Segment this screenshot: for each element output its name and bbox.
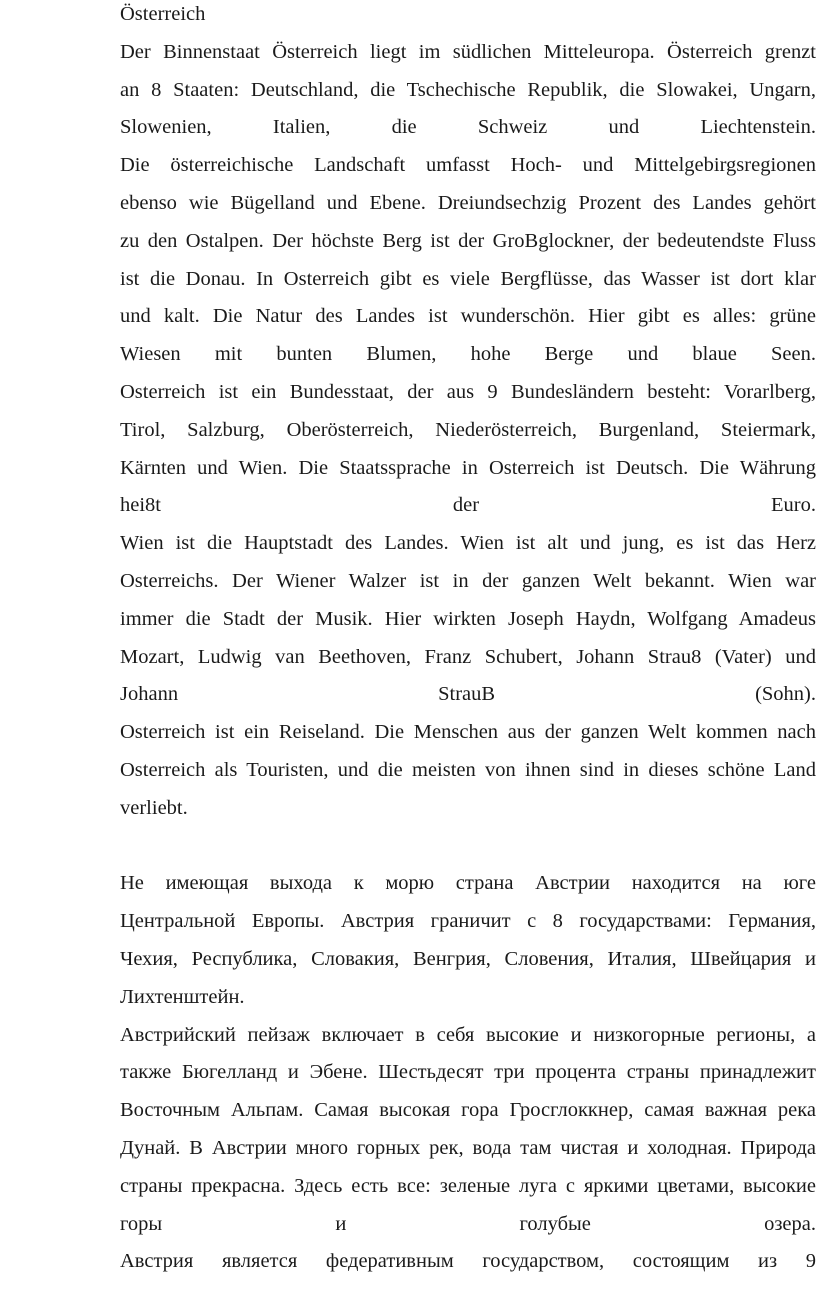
german-text-line: und kalt. Die Natur des Landes ist wunderschön. Hier gibt es alles: grüne xyxy=(120,305,816,328)
russian-text-line: Дунай. В Австрии много горных рек, вода там чистая и холодная. Природа xyxy=(120,1136,816,1159)
german-text-block xyxy=(120,34,816,828)
german-text-line: verliebt. xyxy=(120,796,188,819)
german-text-line: Johann StrauB (Sohn). xyxy=(120,683,816,706)
german-text-line: Osterreich ist ein Bundesstaat, der aus 9 Bundesländern besteht: Vorarlberg, xyxy=(120,380,816,403)
document-page xyxy=(120,0,816,1281)
german-text-line: Tirol, Salzburg, Oberösterreich, Niederösterreich, Burgenland, Steiermark, xyxy=(120,418,816,441)
german-text-line: an 8 Staaten: Deutschland, die Tschechische Republik, die Slowakei, Ungarn, xyxy=(120,78,816,101)
german-text-line: hei8t der Euro. xyxy=(120,494,816,517)
russian-text-line: Австрия является федеративным государством, состоящим из 9 xyxy=(120,1250,816,1273)
russian-text-line: Центральной Европы. Австрия граничит с 8 государствами: Германия, xyxy=(120,910,816,933)
german-text-line: Kärnten und Wien. Die Staatssprache in Osterreich ist Deutsch. Die Währung xyxy=(120,456,816,479)
russian-text-line: Австрийский пейзаж включает в себя высокие и низкогорные регионы, а xyxy=(120,1023,816,1046)
german-text-line: Wien ist die Hauptstadt des Landes. Wien ist alt und jung, es ist das Herz xyxy=(120,532,816,555)
german-text-line: Mozart, Ludwig van Beethoven, Franz Schubert, Johann Strau8 (Vater) und xyxy=(120,645,816,668)
german-text-line: Der Binnenstaat Österreich liegt im südlichen Mitteleuropa. Österreich grenzt xyxy=(120,40,816,63)
russian-text-line: Лихтенштейн. xyxy=(120,985,245,1008)
german-text-line: Osterreich ist ein Reiseland. Die Menschen aus der ganzen Welt kommen nach xyxy=(120,721,816,744)
german-text-line: immer die Stadt der Musik. Hier wirkten Joseph Haydn, Wolfgang Amadeus xyxy=(120,607,816,630)
german-text-line: Osterreich als Touristen, und die meisten von ihnen sind in dieses schöne Land xyxy=(120,758,816,781)
german-text-line: zu den Ostalpen. Der höchste Berg ist der GroBglockner, der bedeutendste Fluss xyxy=(120,229,816,252)
russian-text-line: также Бюгелланд и Эбене. Шестьдесят три процента страны принадлежит xyxy=(120,1061,816,1084)
german-text-line: Slowenien, Italien, die Schweiz und Liechtenstein. xyxy=(120,116,816,139)
german-text-line: Osterreichs. Der Wiener Walzer ist in der ganzen Welt bekannt. Wien war xyxy=(120,569,816,592)
german-text-line: ebenso wie Bügelland und Ebene. Dreiundsechzig Prozent des Landes gehört xyxy=(120,191,816,214)
german-text-line: Wiesen mit bunten Blumen, hohe Berge und blaue Seen. xyxy=(120,343,816,366)
german-text-line: Die österreichische Landschaft umfasst Hoch- und Mittelgebirgsregionen xyxy=(120,154,816,177)
document-title: Österreich xyxy=(120,3,206,25)
russian-text-line: страны прекрасна. Здесь есть все: зеленые луга с яркими цветами, высокие xyxy=(120,1174,816,1197)
german-text-line: ist die Donau. In Osterreich gibt es viele Bergflüsse, das Wasser ist dort klar xyxy=(120,267,816,290)
russian-text-line: Чехия, Республика, Словакия, Венгрия, Словения, Италия, Швейцария и xyxy=(120,947,816,970)
paragraph-gap xyxy=(120,828,816,866)
russian-text-line: Не имеющая выхода к морю страна Австрии находится на юге xyxy=(120,872,816,895)
russian-text-line: горы и голубые озера. xyxy=(120,1212,816,1235)
russian-text-line: Восточным Альпам. Самая высокая гора Гросглоккнер, самая важная река xyxy=(120,1099,816,1122)
russian-text-block xyxy=(120,865,816,1281)
